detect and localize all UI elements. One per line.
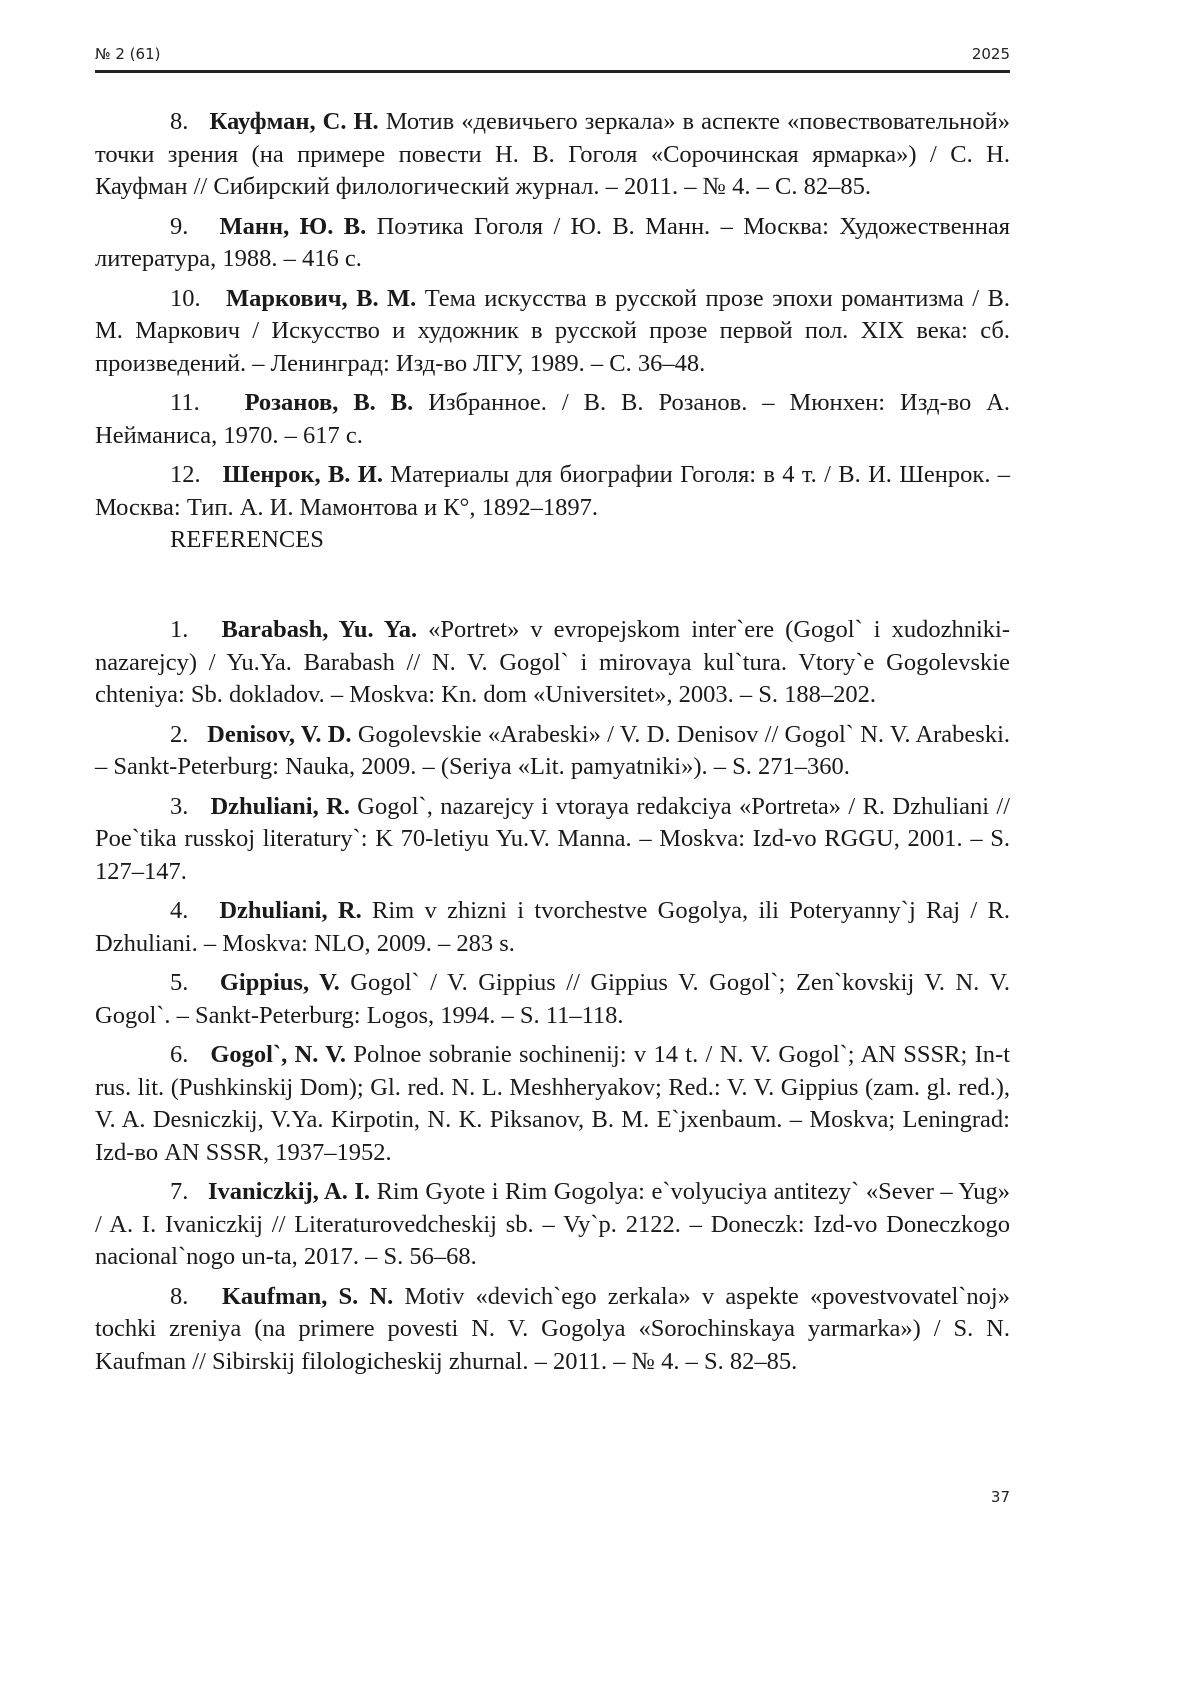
reference-item	[95, 614, 1010, 712]
page-number: 37	[990, 1488, 1010, 1506]
references-ru-list	[95, 106, 1010, 557]
ref-author: Ivaniczkij, A. I.	[207, 1178, 371, 1205]
ref-author: Манн, Ю. В.	[219, 212, 367, 240]
ref-number: 9.	[170, 212, 189, 240]
ref-text: Поэтика Гоголя / Ю. В. Манн. – Москва: Художественная литература, 1988. – 416 с.	[95, 212, 1011, 272]
references-heading: REFERENCES	[170, 526, 324, 553]
reference-item	[95, 1176, 1010, 1274]
ref-number: 8.	[170, 108, 189, 135]
ref-author: Barabash, Yu. Ya.	[221, 616, 418, 643]
ref-author: Kaufman, S. N.	[221, 1282, 394, 1310]
reference-item	[95, 211, 1010, 276]
ref-number: 10.	[170, 284, 201, 312]
reference-item	[95, 967, 1010, 1032]
ref-author: Denisov, V. D.	[207, 720, 352, 748]
ref-text: Rim v zhizni i tvorchestve Gogolya, ili Poteryanny`j Raj / R. Dzhuliani. – Moskva: NLO, 2009. – 283 s.	[95, 897, 1011, 957]
reference-item	[95, 106, 1010, 204]
ref-text: Gogol`, nazarejcy i vtoraya redakciya «Portreta» / R. Dzhuliani // Poe`tika russkoj literatury`: K 70-letiyu Yu.V. Manna. – Moskva: Izd-vo RGGU, 2001. – S. 127–147.	[95, 792, 1011, 885]
ref-number: 5.	[170, 969, 189, 996]
ref-text: Polnoe sobranie sochinenij: v 14 t. / N. V. Gogol`; AN SSSR; In-t rus. lit. (Pushkinskij Dom); Gl. red. N. L. Meshheryakov; Red.: V. V. Gippius (zam. gl. red.), V. A. Desniczkij, V.Ya. Kirpotin, N. K. Piksanov, B. M. E`jxenbaum. – Moskva; Leningrad: Izd-во AN SSSR, 1937–1952.	[95, 1041, 1011, 1166]
ref-number: 6.	[170, 1041, 189, 1068]
ref-text: Тема искусства в русской прозе эпохи романтизма / В. М. Маркович / Искусство и художник в русской прозе первой пол. XIX века: сб. произведений. – Ленинград: Изд-во ЛГУ, 1989. – С. 36–48.	[95, 284, 1011, 377]
reference-item	[95, 1039, 1010, 1169]
reference-item	[95, 283, 1010, 381]
ref-text: Rim Gyote i Rim Gogolya: e`volyuciya antitezy` «Sever – Yug» / A. I. Ivaniczkij // Literaturovedcheskij sb. – Vy`p. 2122. – Doneczk: Izd-vo Doneczkogo nacional`nogo un-ta, 2017. – S. 56–68.	[95, 1178, 1011, 1270]
ref-number: 11.	[170, 389, 200, 416]
ref-number: 1.	[170, 616, 189, 643]
ref-author: Маркович, В. М.	[225, 284, 417, 312]
ref-author: Розанов, В. В.	[244, 389, 414, 416]
reference-item	[95, 459, 1010, 524]
reference-item	[95, 791, 1010, 889]
ref-text: Gogolevskie «Arabeski» / V. D. Denisov // Gogol` N. V. Arabeski. – Sankt-Peterburg: Nauka, 2009. – (Seriya «Lit. pamyatniki»). – S. 271–360.	[95, 720, 1011, 780]
journal-issue: № 2 (61)	[95, 45, 161, 63]
ref-author: Dzhuliani, R.	[219, 897, 362, 924]
reference-item	[95, 387, 1010, 452]
running-header	[95, 45, 1010, 71]
header-divider	[95, 70, 1010, 73]
ref-author: Gippius, V.	[219, 969, 340, 996]
ref-text: Gogol` / V. Gippius // Gippius V. Gogol`; Zen`kovskij V. N. V. Gogol`. – Sankt-Peterburg: Logos, 1994. – S. 11–118.	[95, 969, 1011, 1029]
ref-number: 8.	[170, 1282, 189, 1310]
ref-text: Мотив «девичьего зеркала» в аспекте «повествовательной» точки зрения (на примере повести Н. В. Гоголя «Сорочинская ярмарка») / С. Н. Кауфман // Сибирский филологический журнал. – 2011. – № 4. – С. 82–85.	[95, 108, 1010, 200]
reference-item	[95, 895, 1010, 960]
ref-author: Dzhuliani, R.	[210, 792, 350, 820]
references-en-list	[95, 614, 1010, 1385]
ref-text: Материалы для биографии Гоголя: в 4 т. / В. И. Шенрок. – Москва: Тип. А. И. Мамонтова и К°, 1892–1897.	[95, 461, 1011, 521]
ref-text: Motiv «devich`ego zerkala» v aspekte «povestvovatel`noj» tochki zreniya (na primere povesti N. V. Gogolya «Sorochinskaya yarmarka») / S. N. Kaufman // Sibirskij filologicheskij zhurnal. – 2011. – № 4. – S. 82–85.	[95, 1282, 1010, 1375]
reference-item	[95, 1281, 1010, 1379]
ref-number: 2.	[170, 720, 189, 748]
ref-author: Gogol`, N. V.	[210, 1041, 346, 1068]
ref-number: 4.	[170, 897, 189, 924]
ref-number: 7.	[170, 1178, 189, 1205]
ref-author: Кауфман, С. Н.	[209, 108, 379, 135]
reference-item	[95, 719, 1010, 784]
ref-text: «Portret» v evropejskom inter`ere (Gogol` i xudozhniki-nazarejcy) / Yu.Ya. Barabash // N. V. Gogol` i mirovaya kul`tura. Vtory`e Gogolevskie chteniya: Sb. dokladov. – Moskva: Kn. dom «Universitet», 2003. – S. 188–202.	[95, 616, 1011, 708]
ref-author: Шенрок, В. И.	[222, 461, 383, 488]
ref-number: 3.	[170, 792, 189, 820]
ref-number: 12.	[170, 461, 201, 488]
ref-text: Избранное. / В. В. Розанов. – Мюнхен: Изд-во А. Нейманиса, 1970. – 617 с.	[95, 389, 1011, 449]
journal-year: 2025	[971, 45, 1010, 63]
